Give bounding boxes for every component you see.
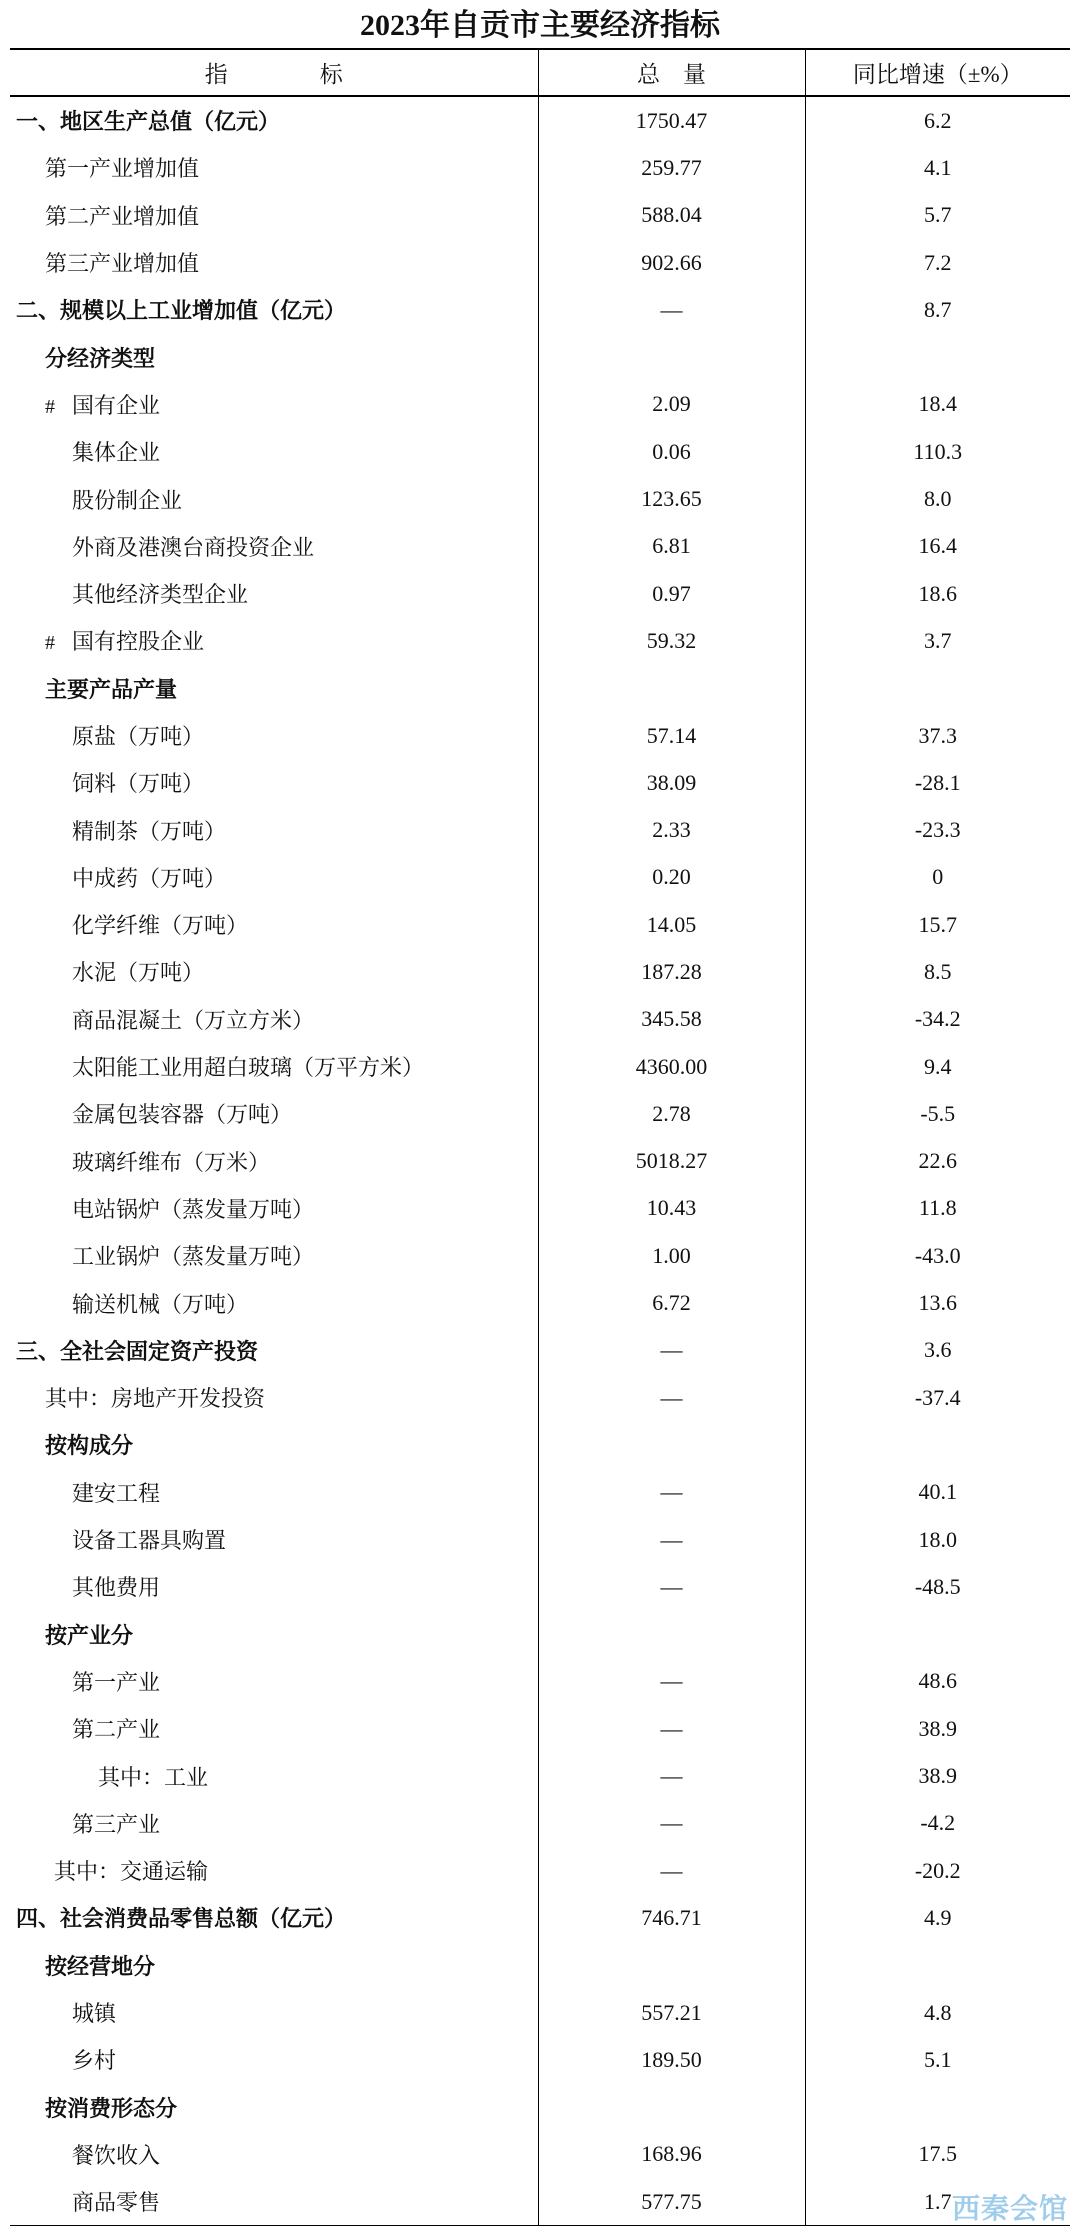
table-header-row [10, 49, 1070, 96]
indicator-label: 集体企业 [72, 440, 161, 466]
indicator-label: 其他经济类型企业 [72, 582, 249, 608]
table-row [10, 1847, 1070, 1894]
growth-cell: -43.0 [805, 1232, 1070, 1279]
indicator-label: 三、全社会固定资产投资 [16, 1338, 259, 1364]
total-cell: 1750.47 [538, 96, 805, 144]
total-cell: — [538, 1800, 805, 1847]
page-title: 2023年自贡市主要经济指标 [360, 9, 720, 42]
table-row [10, 2178, 1070, 2226]
indicator-cell [10, 1374, 538, 1421]
indicator-cell [10, 759, 538, 806]
column-header-total: 总 量 [538, 49, 805, 96]
growth-cell: 40.1 [805, 1469, 1070, 1516]
growth-cell: -20.2 [805, 1847, 1070, 1894]
table-row [10, 1752, 1070, 1799]
indicator-cell [10, 428, 538, 475]
growth-cell: 110.3 [805, 428, 1070, 475]
table-row [10, 1232, 1070, 1279]
indicator-cell [10, 1658, 538, 1705]
table-row [10, 854, 1070, 901]
total-cell: 2.78 [538, 1090, 805, 1137]
table-row [10, 1374, 1070, 1421]
column-header-growth: 同比增速（±%） [805, 49, 1070, 96]
indicator-cell [10, 333, 538, 380]
growth-cell: 8.0 [805, 475, 1070, 522]
table-row [10, 1185, 1070, 1232]
total-cell: — [538, 286, 805, 333]
indicator-cell [10, 806, 538, 853]
table-row [10, 665, 1070, 712]
indicator-cell [10, 2036, 538, 2083]
total-cell: 168.96 [538, 2131, 805, 2178]
indicator-label: 主要产品产量 [45, 676, 178, 702]
growth-cell: 7.2 [805, 239, 1070, 286]
indicator-label: 国有企业 [72, 392, 161, 418]
table-row [10, 96, 1070, 144]
table-row [10, 428, 1070, 475]
growth-cell [805, 2083, 1070, 2130]
total-cell: — [538, 1658, 805, 1705]
indicator-label: 太阳能工业用超白玻璃（万平方米） [72, 1055, 425, 1081]
indicator-cell [10, 996, 538, 1043]
indicator-label: 第三产业增加值 [45, 251, 200, 277]
total-cell: 0.97 [538, 570, 805, 617]
growth-cell: -28.1 [805, 759, 1070, 806]
table-row [10, 2083, 1070, 2130]
total-cell [538, 1421, 805, 1468]
growth-cell: 4.8 [805, 1989, 1070, 2036]
table-row [10, 1516, 1070, 1563]
table-row [10, 1800, 1070, 1847]
total-cell: 57.14 [538, 712, 805, 759]
indicator-label: 设备工器具购置 [72, 1528, 227, 1554]
total-cell: 1.00 [538, 1232, 805, 1279]
indicator-label: 股份制企业 [72, 487, 183, 513]
indicator-cell [10, 1563, 538, 1610]
indicator-label: 四、社会消费品零售总额（亿元） [16, 1906, 347, 1932]
total-cell: — [538, 1847, 805, 1894]
growth-cell: 38.9 [805, 1752, 1070, 1799]
total-cell: 187.28 [538, 948, 805, 995]
indicator-cell [10, 948, 538, 995]
indicator-cell [10, 665, 538, 712]
table-row [10, 1279, 1070, 1326]
growth-cell: 6.2 [805, 96, 1070, 144]
growth-cell: 3.7 [805, 617, 1070, 664]
indicator-cell [10, 96, 538, 144]
total-cell [538, 2083, 805, 2130]
total-cell: 345.58 [538, 996, 805, 1043]
table-row [10, 1894, 1070, 1941]
total-cell: — [538, 1752, 805, 1799]
growth-cell: 38.9 [805, 1705, 1070, 1752]
total-cell: 189.50 [538, 2036, 805, 2083]
growth-cell: 4.9 [805, 1894, 1070, 1941]
growth-cell: 18.4 [805, 381, 1070, 428]
indicator-cell [10, 192, 538, 239]
indicator-cell [10, 1185, 538, 1232]
total-cell: 259.77 [538, 144, 805, 191]
indicator-label: 按消费形态分 [45, 2095, 178, 2121]
indicator-cell [10, 1232, 538, 1279]
growth-cell: 17.5 [805, 2131, 1070, 2178]
total-cell: — [538, 1705, 805, 1752]
table-row [10, 617, 1070, 664]
table-row [10, 475, 1070, 522]
indicator-label: 二、规模以上工业增加值（亿元） [16, 298, 347, 324]
table-row [10, 1090, 1070, 1137]
total-cell [538, 665, 805, 712]
total-cell: 6.81 [538, 523, 805, 570]
indicator-cell [10, 1894, 538, 1941]
indicator-label: 按构成分 [45, 1433, 134, 1459]
table-row [10, 1989, 1070, 2036]
total-cell: 59.32 [538, 617, 805, 664]
table-body [10, 96, 1070, 2226]
growth-cell [805, 1611, 1070, 1658]
column-header-indicator: 指 标 [10, 49, 538, 96]
table-row [10, 996, 1070, 1043]
total-cell: 2.33 [538, 806, 805, 853]
indicator-cell [10, 1043, 538, 1090]
table-row [10, 806, 1070, 853]
table-row [10, 1705, 1070, 1752]
indicator-label: 按产业分 [45, 1622, 134, 1648]
indicator-label: 外商及港澳台商投资企业 [72, 534, 315, 560]
growth-cell: 5.1 [805, 2036, 1070, 2083]
indicator-cell [10, 1989, 538, 2036]
indicator-label: 餐饮收入 [72, 2142, 161, 2168]
growth-cell [805, 1942, 1070, 1989]
indicator-cell [10, 2083, 538, 2130]
growth-cell [805, 1421, 1070, 1468]
indicator-cell [10, 1847, 538, 1894]
growth-cell: -48.5 [805, 1563, 1070, 1610]
growth-cell: 5.7 [805, 192, 1070, 239]
indicator-label: 商品零售 [72, 2190, 161, 2216]
table-row [10, 1138, 1070, 1185]
total-cell: 0.06 [538, 428, 805, 475]
growth-cell: 0 [805, 854, 1070, 901]
growth-cell: 22.6 [805, 1138, 1070, 1185]
total-cell: 123.65 [538, 475, 805, 522]
indicator-cell [10, 239, 538, 286]
table-row [10, 286, 1070, 333]
table-row [10, 2131, 1070, 2178]
table-row [10, 1469, 1070, 1516]
growth-cell [805, 333, 1070, 380]
indicator-label: 原盐（万吨） [72, 724, 205, 749]
indicator-cell [10, 1469, 538, 1516]
indicator-label: 电站锅炉（蒸发量万吨） [72, 1196, 315, 1222]
table-row [10, 144, 1070, 191]
indicator-label: 其他费用 [72, 1575, 161, 1601]
total-cell: 6.72 [538, 1279, 805, 1326]
indicator-cell [10, 1611, 538, 1658]
table-row [10, 2036, 1070, 2083]
total-cell [538, 1611, 805, 1658]
total-cell: 0.20 [538, 854, 805, 901]
total-cell: 588.04 [538, 192, 805, 239]
total-cell: 902.66 [538, 239, 805, 286]
growth-cell [805, 665, 1070, 712]
total-cell: 577.75 [538, 2178, 805, 2226]
total-cell: 5018.27 [538, 1138, 805, 1185]
total-cell: 10.43 [538, 1185, 805, 1232]
growth-cell: 8.5 [805, 948, 1070, 995]
indicator-cell [10, 854, 538, 901]
indicator-cell [10, 1942, 538, 1989]
indicator-label: 玻璃纤维布（万米） [72, 1149, 271, 1175]
growth-cell: 37.3 [805, 712, 1070, 759]
total-cell: — [538, 1327, 805, 1374]
total-cell: 2.09 [538, 381, 805, 428]
indicator-cell [10, 1516, 538, 1563]
indicator-cell [10, 523, 538, 570]
indicator-cell [10, 901, 538, 948]
indicator-cell [10, 1279, 538, 1326]
growth-cell: 8.7 [805, 286, 1070, 333]
indicator-label: 金属包装容器（万吨） [72, 1102, 293, 1128]
growth-cell: -4.2 [805, 1800, 1070, 1847]
total-cell [538, 1942, 805, 1989]
indicator-label: 商品混凝土（万立方米） [72, 1007, 315, 1033]
table-row [10, 1611, 1070, 1658]
indicator-label: 乡村 [72, 2048, 117, 2074]
growth-cell: 18.0 [805, 1516, 1070, 1563]
table-row [10, 381, 1070, 428]
indicator-label: 饲料（万吨） [72, 771, 205, 797]
indicator-cell [10, 1327, 538, 1374]
watermark-logo: 西秦会馆 [951, 2192, 1068, 2225]
table-row [10, 948, 1070, 995]
indicator-label: 中成药（万吨） [72, 865, 227, 891]
total-cell: 38.09 [538, 759, 805, 806]
indicator-cell [10, 1752, 538, 1799]
growth-cell: 16.4 [805, 523, 1070, 570]
indicator-cell [10, 144, 538, 191]
indicator-cell [10, 286, 538, 333]
growth-cell: -37.4 [805, 1374, 1070, 1421]
indicator-cell [10, 1090, 538, 1137]
indicator-label: 化学纤维（万吨） [72, 913, 249, 939]
indicator-label: 第二产业增加值 [45, 203, 200, 229]
table-row [10, 1563, 1070, 1610]
indicator-cell [10, 1705, 538, 1752]
indicator-label: 分经济类型 [45, 345, 156, 371]
growth-cell: 1.7 [805, 2178, 1070, 2226]
table-row [10, 901, 1070, 948]
total-cell [538, 333, 805, 380]
growth-cell: 11.8 [805, 1185, 1070, 1232]
growth-cell: 18.6 [805, 570, 1070, 617]
growth-cell: 4.1 [805, 144, 1070, 191]
growth-cell: -5.5 [805, 1090, 1070, 1137]
indicators-table [10, 48, 1070, 2226]
table-row [10, 1043, 1070, 1090]
indicator-label: 工业锅炉（蒸发量万吨） [72, 1244, 315, 1270]
growth-cell: 9.4 [805, 1043, 1070, 1090]
indicator-label: 输送机械（万吨） [72, 1291, 249, 1317]
growth-cell: 48.6 [805, 1658, 1070, 1705]
indicator-label: 其中：交通运输 [54, 1859, 209, 1885]
indicator-label: 第三产业 [72, 1811, 161, 1837]
indicator-cell [10, 617, 538, 664]
indicator-cell [10, 712, 538, 759]
growth-cell: -23.3 [805, 806, 1070, 853]
growth-cell: 15.7 [805, 901, 1070, 948]
table-row [10, 570, 1070, 617]
indicator-cell [10, 475, 538, 522]
indicator-label: 第一产业 [72, 1669, 161, 1695]
indicator-label: 精制茶（万吨） [72, 818, 227, 844]
table-row [10, 333, 1070, 380]
table-row [10, 1658, 1070, 1705]
indicator-cell [10, 1138, 538, 1185]
indicator-cell [10, 381, 538, 428]
total-cell: 4360.00 [538, 1043, 805, 1090]
total-cell: 557.21 [538, 1989, 805, 2036]
table-row [10, 523, 1070, 570]
indicator-cell [10, 570, 538, 617]
total-cell: — [538, 1374, 805, 1421]
hash-marker: # [45, 395, 55, 418]
table-row [10, 1327, 1070, 1374]
total-cell: 746.71 [538, 1894, 805, 1941]
indicator-cell [10, 1800, 538, 1847]
indicator-label: 第一产业增加值 [45, 156, 200, 182]
table-row [10, 239, 1070, 286]
total-cell: 14.05 [538, 901, 805, 948]
indicator-label: 按经营地分 [45, 1953, 156, 1979]
table-row [10, 192, 1070, 239]
growth-cell: 13.6 [805, 1279, 1070, 1326]
growth-cell: 3.6 [805, 1327, 1070, 1374]
growth-cell: -34.2 [805, 996, 1070, 1043]
indicator-label: 其中：工业 [98, 1764, 209, 1790]
table-row [10, 1421, 1070, 1468]
indicator-cell [10, 1421, 538, 1468]
indicator-label: 城镇 [72, 2001, 117, 2027]
indicator-label: 第二产业 [72, 1717, 161, 1743]
total-cell: — [538, 1516, 805, 1563]
total-cell: — [538, 1469, 805, 1516]
table-row [10, 759, 1070, 806]
hash-marker: # [45, 632, 55, 655]
indicator-cell [10, 2131, 538, 2178]
indicator-label: 一、地区生产总值（亿元） [16, 109, 281, 135]
indicator-label: 水泥（万吨） [72, 960, 205, 986]
indicator-label: 其中：房地产开发投资 [45, 1386, 266, 1412]
indicator-label: 国有控股企业 [72, 629, 205, 655]
indicator-cell [10, 2178, 538, 2226]
total-cell: — [538, 1563, 805, 1610]
table-row [10, 1942, 1070, 1989]
indicator-label: 建安工程 [72, 1480, 161, 1506]
table-row [10, 712, 1070, 759]
